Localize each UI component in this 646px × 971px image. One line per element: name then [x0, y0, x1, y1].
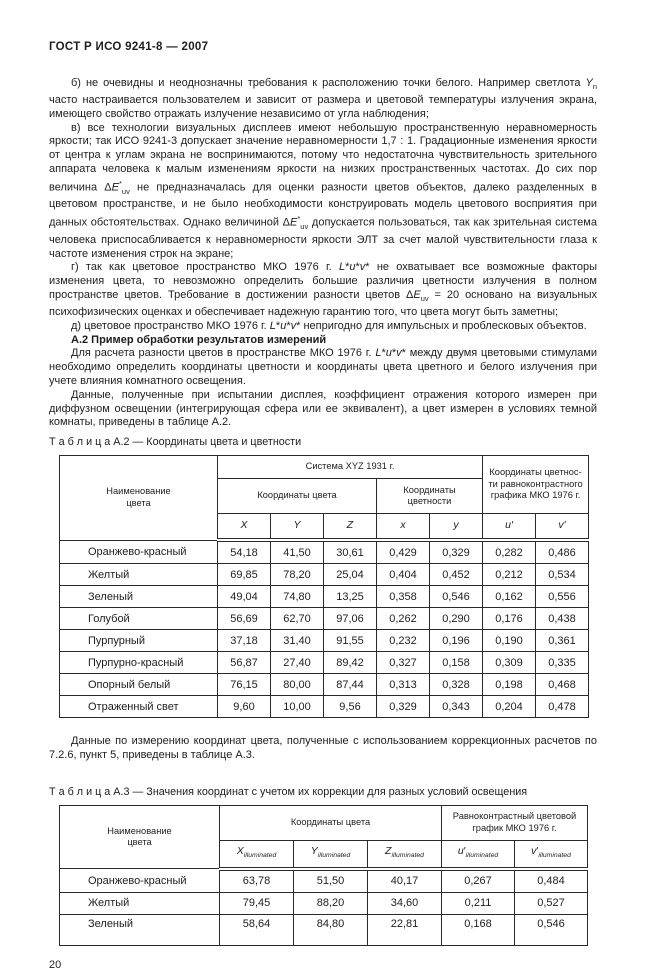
cell-color-name: Опорный белый [60, 674, 218, 696]
cell-value: 0,196 [430, 630, 483, 652]
column-header-color-name: Наименование цвета [60, 456, 218, 541]
cell-color-name: Оранжево-красный [60, 540, 218, 564]
column-header-uniform-graph: Равноконтрастный цветовой график МКО 1976 г. [442, 805, 588, 840]
cell-value: 51,50 [294, 869, 368, 893]
cell-value: 97,06 [324, 608, 377, 630]
cell-value: 89,42 [324, 652, 377, 674]
cell-value: 0,158 [430, 652, 483, 674]
cell-value: 78,20 [271, 564, 324, 586]
table-row [60, 608, 589, 630]
cell-value: 40,17 [368, 869, 442, 893]
cell-value: 84,80 [294, 914, 368, 945]
para-calc-method: Для расчета разности цветов в пространстве МКО 1976 г. L*u*v* между двумя цветовыми стимулами необходимо определить координаты цветности и координаты цвета цветного и белого излучения при учете влияния комнатного освещения. [49, 347, 597, 387]
cell-value: 0,546 [430, 586, 483, 608]
cell-value: 0,361 [536, 630, 589, 652]
table-row [60, 674, 589, 696]
cell-value: 0,329 [377, 696, 430, 718]
cell-value: 41,50 [271, 540, 324, 564]
cell-value: 0,335 [536, 652, 589, 674]
table-row [60, 630, 589, 652]
cell-value: 0,486 [536, 540, 589, 564]
cell-value: 0,343 [430, 696, 483, 718]
page-number: 20 [49, 958, 62, 971]
column-header-X-illuminated: $X_{illuminated}$ [220, 840, 294, 869]
para-data-for-a2: Данные, полученные при испытании дисплея, коэффициент отражения которого измерен при диффузном освещении (интегрирующая сфера или ее эквивалент), а цвет измерен в условиях темной комнаты, приведены в таблице А.2. [49, 388, 597, 429]
column-header-x: x [377, 514, 430, 541]
cell-value: 0,198 [483, 674, 536, 696]
table-a3 [59, 805, 588, 946]
cell-value: 0,232 [377, 630, 430, 652]
cell-value: 88,20 [294, 892, 368, 914]
cell-color-name: Зеленый [60, 914, 220, 945]
table-a3-header [60, 805, 588, 869]
column-header-v-prime-illuminated: $v'_{illuminated}$ [515, 840, 588, 869]
column-header-color-name: Наименование цвета [60, 805, 220, 869]
cell-value: 62,70 [271, 608, 324, 630]
doc-header-title: ГОСТ Р ИСО 9241-8 — 2007 [49, 41, 209, 53]
column-header-u-prime: u′ [483, 514, 536, 541]
table-row [60, 696, 589, 718]
column-header-Z-illuminated: $Z_{illuminated}$ [368, 840, 442, 869]
cell-value: 22,81 [368, 914, 442, 945]
cell-color-name: Зеленый [60, 586, 218, 608]
table-a2-header [60, 456, 589, 541]
cell-value: 80,00 [271, 674, 324, 696]
column-header-u-prime-illuminated: $u'_{illuminated}$ [442, 840, 515, 869]
column-header-Z: Z [324, 514, 377, 541]
cell-value: 0,204 [483, 696, 536, 718]
cell-value: 0,556 [536, 586, 589, 608]
cell-value: 0,168 [442, 914, 515, 945]
cell-value: 74,80 [271, 586, 324, 608]
para-item-d: д) цветовое пространство МКО 1976 г. L*u*v* непригодно для импульсных и проблесковых объектов. [71, 319, 587, 332]
cell-value: 87,44 [324, 674, 377, 696]
cell-value: 0,484 [515, 869, 588, 893]
table-row [60, 564, 589, 586]
cell-value: 58,64 [220, 914, 294, 945]
cell-value: 54,18 [218, 540, 271, 564]
cell-value: 91,55 [324, 630, 377, 652]
cell-value: 31,40 [271, 630, 324, 652]
column-header-X: X [218, 514, 271, 541]
column-header-y: y [430, 514, 483, 541]
cell-value: 0,429 [377, 540, 430, 564]
cell-value: 9,56 [324, 696, 377, 718]
column-header-chromaticity-coords: Координаты цветности [377, 479, 483, 514]
table-a3-caption: Т а б л и ц а А.3 — Значения координат с учетом их коррекции для разных условий освещения [49, 785, 528, 798]
table-row [60, 586, 589, 608]
column-header-Y: Y [271, 514, 324, 541]
column-header-Y-illuminated: $Y_{illuminated}$ [294, 840, 368, 869]
cell-value: 0,328 [430, 674, 483, 696]
cell-value: 25,04 [324, 564, 377, 586]
cell-color-name: Желтый [60, 564, 218, 586]
table-a2 [59, 455, 589, 718]
cell-color-name: Пурпурный [60, 630, 218, 652]
cell-value: 0,452 [430, 564, 483, 586]
column-header-color-coords: Координаты цвета [220, 805, 442, 840]
cell-value: 0,212 [483, 564, 536, 586]
cell-value: 0,404 [377, 564, 430, 586]
cell-value: 0,527 [515, 892, 588, 914]
cell-value: 0,176 [483, 608, 536, 630]
cell-value: 30,61 [324, 540, 377, 564]
table-row [60, 540, 589, 564]
column-header-uniform-chromaticity: Координаты цветнос- ти равноконтрастного графика МКО 1976 г. [483, 456, 589, 514]
table-a3-body [60, 869, 588, 946]
cell-value: 0,309 [483, 652, 536, 674]
cell-value: 13,25 [324, 586, 377, 608]
cell-value: 0,190 [483, 630, 536, 652]
cell-value: 0,211 [442, 892, 515, 914]
cell-value: 27,40 [271, 652, 324, 674]
cell-color-name: Оранжево-красный [60, 869, 220, 893]
table-a2-caption: Т а б л и ц а А.2 — Координаты цвета и цветности [49, 436, 302, 449]
table-a2-header-row-1 [60, 456, 589, 479]
cell-value: 0,313 [377, 674, 430, 696]
cell-value: 9,60 [218, 696, 271, 718]
table-row [60, 869, 588, 893]
cell-value: 0,282 [483, 540, 536, 564]
cell-value: 0,290 [430, 608, 483, 630]
cell-color-name: Голубой [60, 608, 218, 630]
para-item-v: в) все технологии визуальных дисплеев имеют небольшую пространственную неравномерность яркости; так ИСО 9241-3 допускает значение неравномерности 1,7 : 1. Градационные изменения яркости от центра к углам экрана не воспринимаются, потому что недостаточна чувствительность зрительного аппарата человека к малым изменениям яркости на низких пространственных частотах. До сих пор величина $\Delta E^*_{uv}$ не предназначалась для оценки разности цветов объектов, далеко разделенных в цветовом пространстве, и не было необходимости конструировать модель цветового восприятия при данных обстоятельствах. Однако величиной $\Delta E^*_{uv}$ допускается пользоваться, так как зрительная система человека приспосабливается к неравномерности яркости ЭЛТ за счет малой чувствительности глаза к частоте изменения строк на экране; [49, 121, 597, 260]
section-heading-a2: А.2 Пример обработки результатов измерений [71, 333, 327, 346]
table-row [60, 652, 589, 674]
cell-value: 34,60 [368, 892, 442, 914]
cell-value: 37,18 [218, 630, 271, 652]
table-row [60, 914, 588, 945]
table-row [60, 892, 588, 914]
cell-value: 10,00 [271, 696, 324, 718]
cell-value: 0,546 [515, 914, 588, 945]
cell-value: 0,358 [377, 586, 430, 608]
cell-value: 63,78 [220, 869, 294, 893]
cell-value: 0,327 [377, 652, 430, 674]
cell-value: 0,162 [483, 586, 536, 608]
cell-value: 0,468 [536, 674, 589, 696]
cell-value: 0,478 [536, 696, 589, 718]
cell-value: 79,45 [220, 892, 294, 914]
cell-value: 56,69 [218, 608, 271, 630]
column-header-color-coords: Координаты цвета [218, 479, 377, 514]
cell-value: 56,87 [218, 652, 271, 674]
cell-value: 69,85 [218, 564, 271, 586]
cell-color-name: Отраженный свет [60, 696, 218, 718]
table-a3-header-row-1 [60, 805, 588, 840]
cell-color-name: Пурпурно-красный [60, 652, 218, 674]
cell-value: 0,262 [377, 608, 430, 630]
cell-value: 0,438 [536, 608, 589, 630]
column-header-v-prime: v′ [536, 514, 589, 541]
cell-value: 0,534 [536, 564, 589, 586]
table-a2-body [60, 540, 589, 718]
cell-value: 49,04 [218, 586, 271, 608]
para-item-b: б) не очевидны и неоднозначны требования к расположению точки белого. Например светлота $Y_n$ часто настраивается пользователем и зависит от размера и цветовой температуры излучения экрана, имеющего свойство отражать излучение независимо от угла наблюдения; [49, 77, 597, 120]
cell-value: 0,329 [430, 540, 483, 564]
cell-color-name: Желтый [60, 892, 220, 914]
cell-value: 76,15 [218, 674, 271, 696]
para-data-for-a3: Данные по измерению координат цвета, полученные с использованием коррекционных расчетов по 7.2.6, пункт 5, приведены в таблице А.3. [49, 735, 597, 761]
column-header-system-xyz: Система XYZ 1931 г. [218, 456, 483, 479]
cell-value: 0,267 [442, 869, 515, 893]
para-item-g: г) так как цветовое пространство МКО 1976 г. L*u*v* не охватывает все возможные факторы изменения цвета, то невозможно определить большие различия цветности излучения в полном пространстве цветов. Требование в достижении разности цветов $\Delta E_{uv} = 20$ основано на визуальных психофизических оценках и обеспечивает надежную гарантию того, что цвета могут быть заметны; [49, 261, 597, 319]
